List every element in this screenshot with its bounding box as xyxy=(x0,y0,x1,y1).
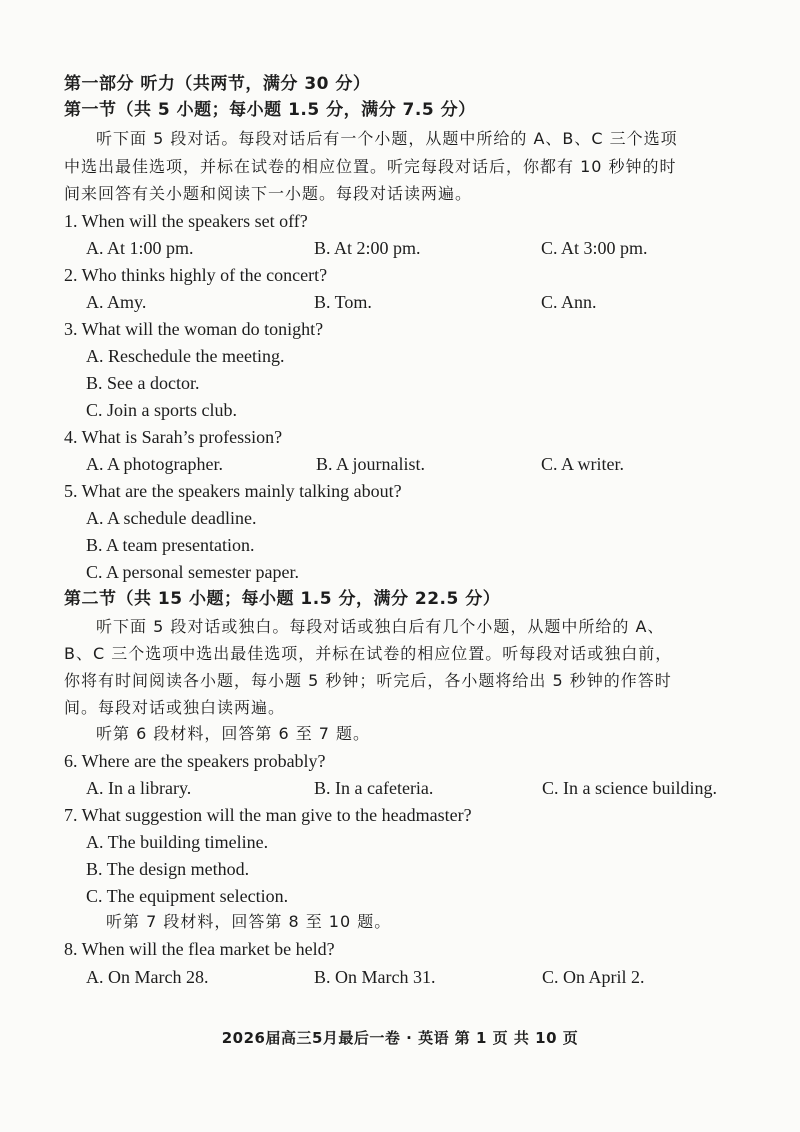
page-footer: 2026届高三5月最后一卷 · 英语 第 1 页 共 10 页 xyxy=(221,1029,579,1047)
question-5-option-a: A. A schedule deadline. xyxy=(86,508,257,528)
question-3-option-b: B. See a doctor. xyxy=(86,373,200,393)
question-1-stem: 1. When will the speakers set off? xyxy=(64,211,308,231)
part-heading: 第一部分 听力（共两节，满分 30 分） xyxy=(64,74,371,94)
material-7-note: 听第 7 段材料，回答第 8 至 10 题。 xyxy=(106,912,392,931)
question-3-stem: 3. What will the woman do tonight? xyxy=(64,319,324,339)
question-1-option-b: B. At 2:00 pm. xyxy=(314,238,421,258)
question-5-option-b: B. A team presentation. xyxy=(86,535,255,555)
question-4-option-c: C. A writer. xyxy=(541,454,625,474)
section-1-instruction-line-2: 中选出最佳选项，并标在试卷的相应位置。听完每段对话后，你都有 10 秒钟的时 xyxy=(64,157,677,176)
question-6-option-a: A. In a library. xyxy=(86,778,192,798)
question-2-stem: 2. Who thinks highly of the concert? xyxy=(64,265,328,285)
section-2-instruction-line-2: B、C 三个选项中选出最佳选项，并标在试卷的相应位置。听每段对话或独白前， xyxy=(64,644,673,663)
question-5-stem: 5. What are the speakers mainly talking about? xyxy=(64,481,402,501)
section-2-instruction-line-3: 你将有时间阅读各小题，每小题 5 秒钟；听完后，各小题将给出 5 秒钟的作答时 xyxy=(64,671,672,690)
question-4-stem: 4. What is Sarah’s profession? xyxy=(64,427,283,447)
question-6-option-b: B. In a cafeteria. xyxy=(314,778,434,798)
question-2-option-b: B. Tom. xyxy=(314,292,372,312)
question-7-option-b: B. The design method. xyxy=(86,859,250,879)
question-4-option-a: A. A photographer. xyxy=(86,454,223,474)
question-8-option-b: B. On March 31. xyxy=(314,967,436,987)
question-5-option-c: C. A personal semester paper. xyxy=(86,562,299,582)
question-2-option-a: A. Amy. xyxy=(86,292,147,312)
question-8-option-a: A. On March 28. xyxy=(86,967,209,987)
section-2-heading: 第二节（共 15 小题；每小题 1.5 分，满分 22.5 分） xyxy=(64,589,501,609)
question-8-option-c: C. On April 2. xyxy=(542,967,645,987)
question-8-stem: 8. When will the flea market be held? xyxy=(64,939,335,959)
section-2-instruction-line-1: 听下面 5 段对话或独白。每段对话或独白后有几个小题，从题中所给的 A、 xyxy=(96,617,665,636)
section-1-heading: 第一节（共 5 小题；每小题 1.5 分，满分 7.5 分） xyxy=(64,100,476,120)
question-7-option-c: C. The equipment selection. xyxy=(86,886,289,906)
question-6-stem: 6. Where are the speakers probably? xyxy=(64,751,326,771)
question-7-option-a: A. The building timeline. xyxy=(86,832,269,852)
question-3-option-c: C. Join a sports club. xyxy=(86,400,237,420)
question-4-option-b: B. A journalist. xyxy=(316,454,426,474)
section-1-instruction-line-1: 听下面 5 段对话。每段对话后有一个小题，从题中所给的 A、B、C 三个选项 xyxy=(96,129,678,148)
material-6-note: 听第 6 段材料，回答第 6 至 7 题。 xyxy=(96,724,371,743)
question-7-stem: 7. What suggestion will the man give to the headmaster? xyxy=(64,805,472,825)
question-1-option-c: C. At 3:00 pm. xyxy=(541,238,648,258)
section-2-instruction-line-4: 间。每段对话或独白读两遍。 xyxy=(64,698,286,717)
question-2-option-c: C. Ann. xyxy=(541,292,597,312)
question-3-option-a: A. Reschedule the meeting. xyxy=(86,346,285,366)
section-1-instruction-line-3: 间来回答有关小题和阅读下一小题。每段对话读两遍。 xyxy=(64,184,473,203)
question-6-option-c: C. In a science building. xyxy=(542,778,717,798)
question-1-option-a: A. At 1:00 pm. xyxy=(86,238,194,258)
